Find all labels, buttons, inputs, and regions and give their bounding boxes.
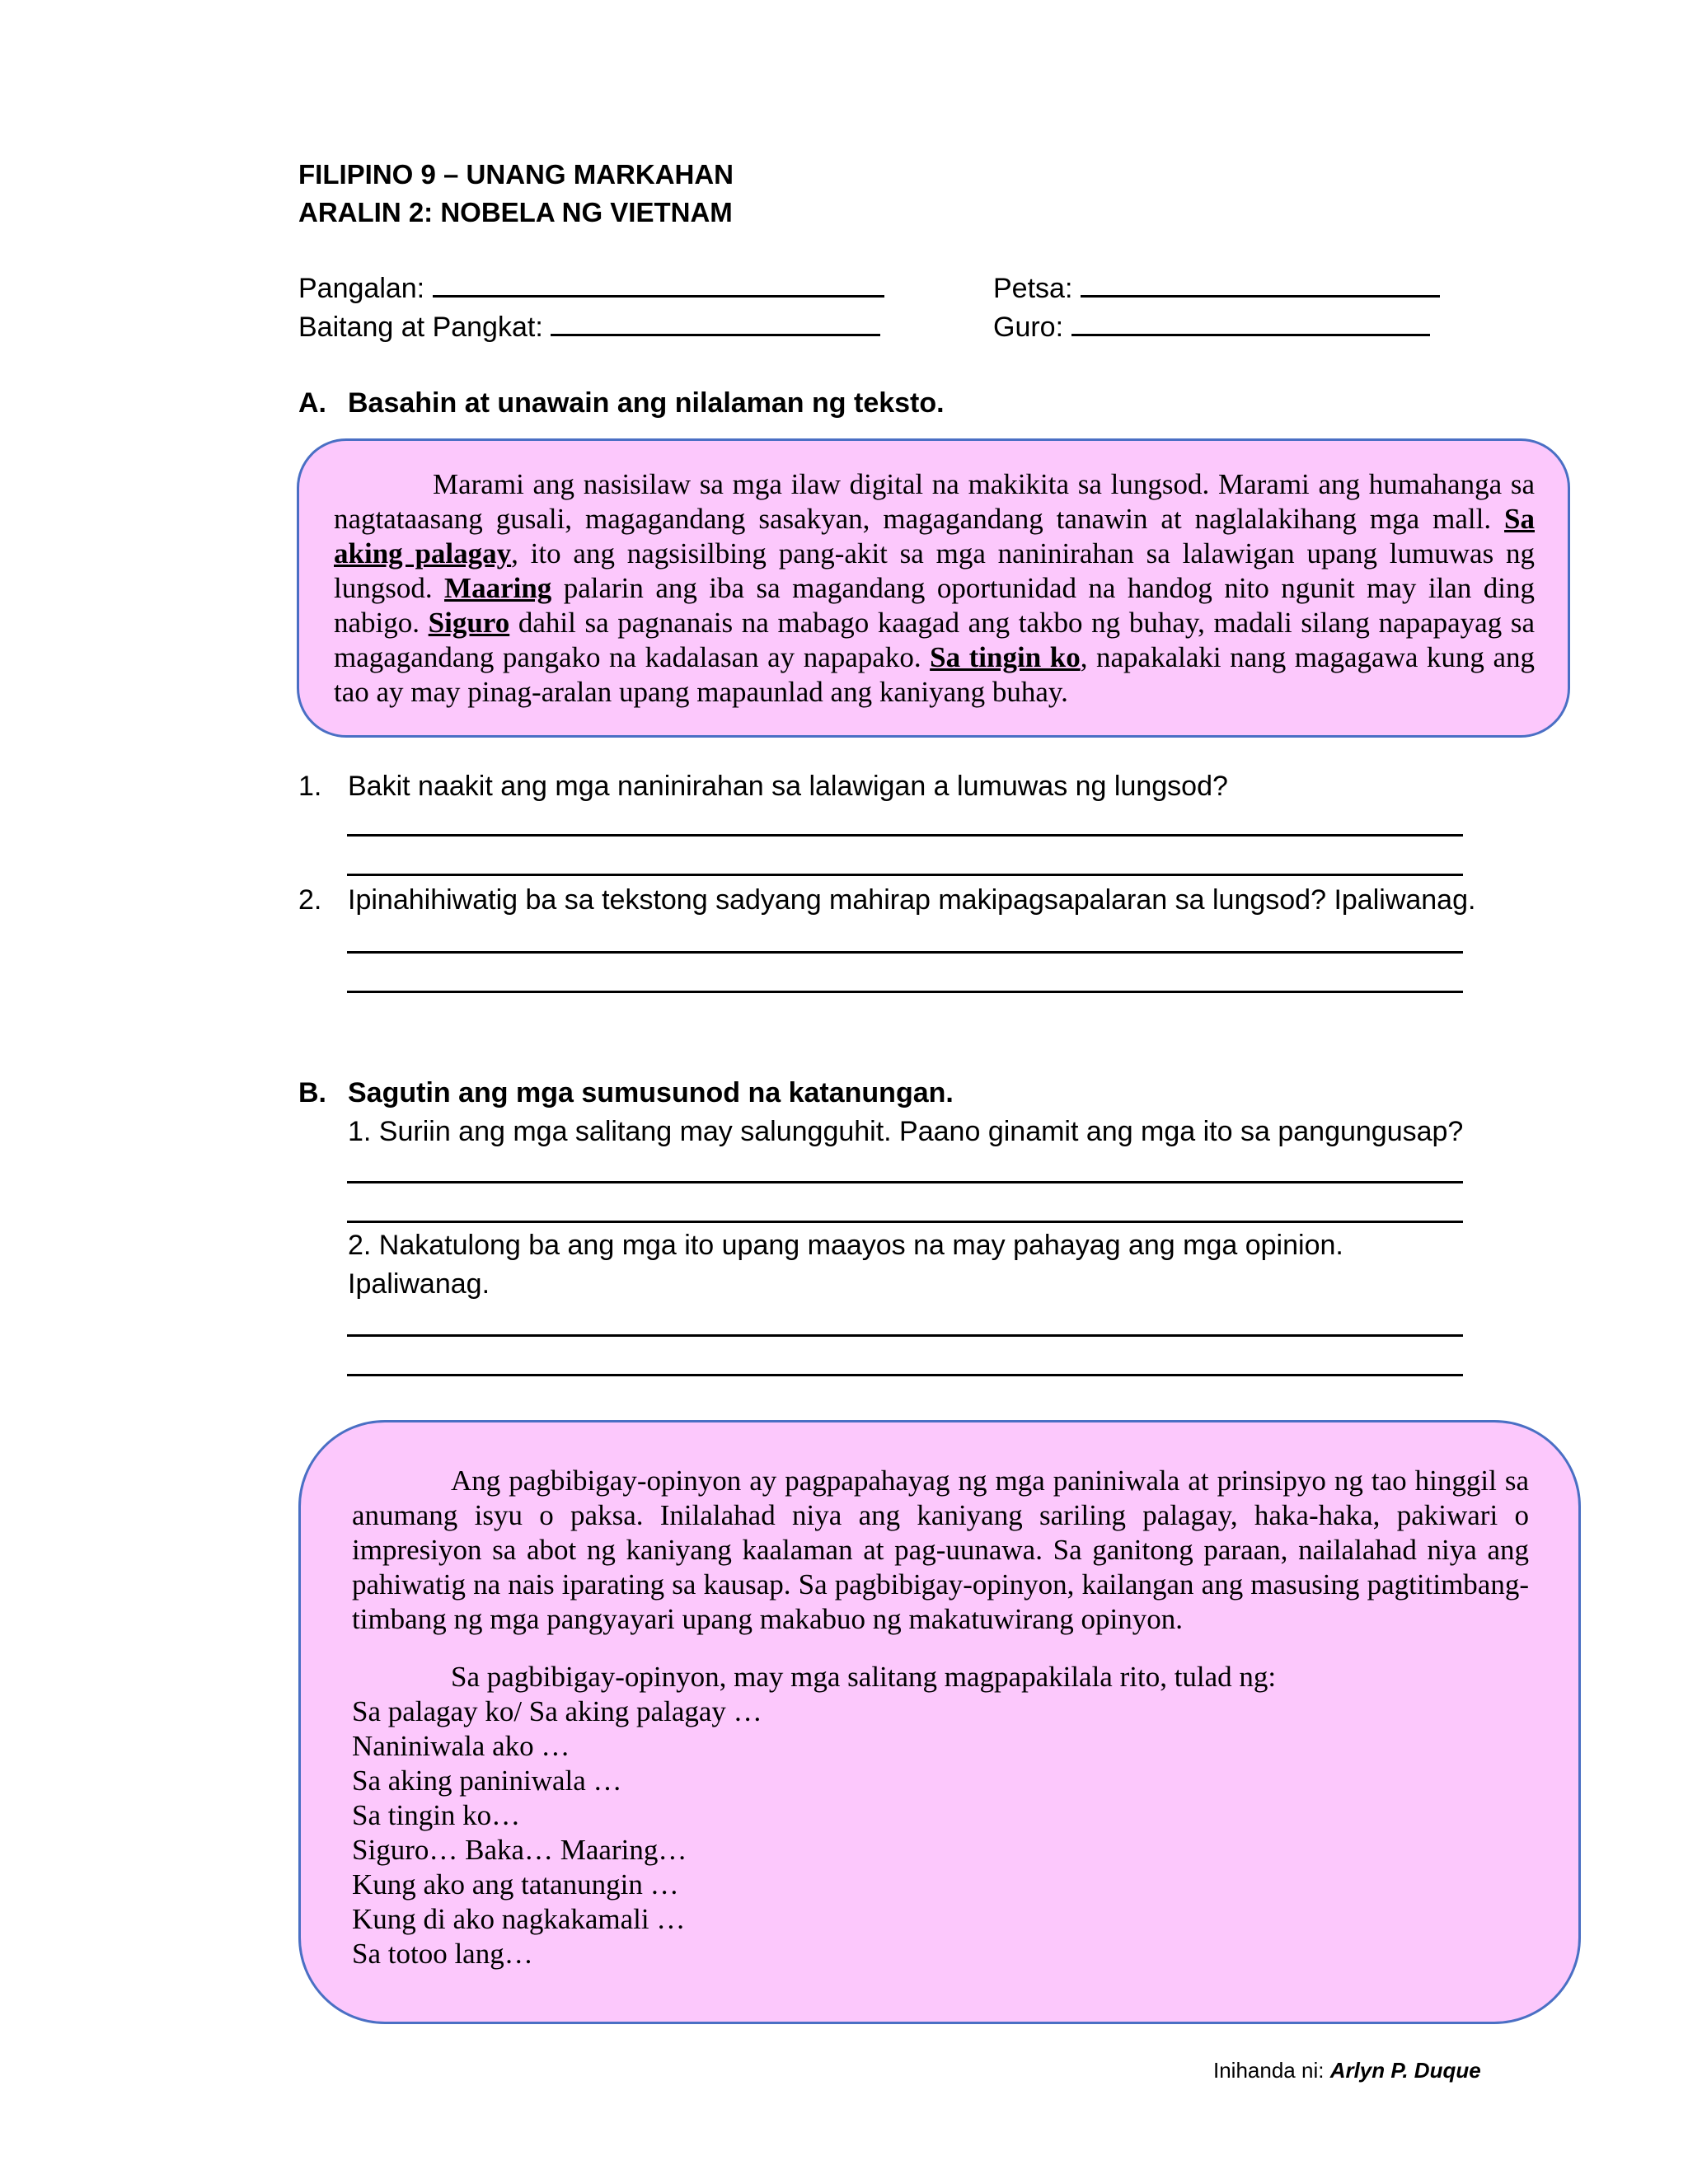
name-field[interactable] bbox=[298, 272, 884, 305]
question-b2: 2. Nakatulong ba ang mga ito upang maayos na may pahayag ang mga opinion. bbox=[348, 1230, 1343, 1261]
passage-text: dahil sa pagnanais na mabago kaagad ang takbo ng buhay, madali silang napapayag sa magagandang pangako na kadalasan ay napapako. bbox=[334, 607, 1535, 673]
opinion-phrase: Sa totoo lang… bbox=[352, 1938, 533, 1970]
header-line-2: ARALIN 2: NOBELA NG VIETNAM bbox=[298, 197, 733, 227]
opinion-phrase: Kung ako ang tatanungin … bbox=[352, 1868, 679, 1900]
passage-text: , napakalaki nang magagawa kung ang tao ay may pinag-aralan upang mapaunlad ang kaniyang buhay. bbox=[334, 641, 1536, 708]
prepared-by bbox=[1213, 2058, 1481, 2083]
answer-line[interactable] bbox=[347, 991, 1463, 993]
date-label: Petsa: bbox=[993, 273, 1073, 304]
opinion-definition: Ang pagbibigay-opinyon ay pagpapahayag ng mga paniniwala at prinsipyo ng tao hinggil sa anumang isyu o paksa. Inilalahad niya ang kaniyang sariling palagay, haka-haka, pakiwari o impresiyon sa abot ng kaniyang kaalaman at pag-uunawa. Sa ganitong paraan, nailalahad niya ang pahiwatig na nais iparating sa kausap. Sa pagbibigay-opinyon, kailangan ang masusing pagtitimbang-timbang ng mga pangyayari upang makabuo ng makatuwirang opinyon. bbox=[352, 1465, 1529, 1635]
question-a2 bbox=[298, 884, 1476, 916]
section-a-letter: A. bbox=[298, 387, 326, 419]
name-blank[interactable] bbox=[433, 272, 884, 298]
grade-section-label: Baitang at Pangkat: bbox=[298, 312, 543, 343]
question-number: 2. bbox=[298, 884, 322, 916]
opinion-phrase: Siguro… Baka… Maaring… bbox=[352, 1834, 687, 1866]
date-field[interactable] bbox=[993, 272, 1440, 305]
question-a1 bbox=[298, 771, 1228, 803]
opinion-phrase: Sa palagay ko/ Sa aking palagay … bbox=[352, 1695, 762, 1727]
teacher-blank[interactable] bbox=[1071, 311, 1430, 336]
answer-line[interactable] bbox=[347, 1221, 1463, 1223]
keyword-maaring: Maaring bbox=[444, 572, 552, 604]
opinion-phrase: Sa aking paniniwala … bbox=[352, 1765, 622, 1797]
teacher-field[interactable] bbox=[993, 311, 1430, 344]
grade-section-blank[interactable] bbox=[551, 311, 880, 336]
author-name: Arlyn P. Duque bbox=[1329, 2058, 1481, 2083]
reading-passage bbox=[334, 467, 1535, 710]
passage-text: , ito ang nagsisilbing pang-akit sa mga naninirahan sa lalawigan upang lumuwas ng lungsod. bbox=[334, 537, 1535, 604]
answer-line[interactable] bbox=[347, 951, 1463, 954]
section-b-letter: B. bbox=[298, 1077, 326, 1108]
prepared-by-label: Inihanda ni: bbox=[1213, 2058, 1325, 2083]
opinion-phrase: Sa tingin ko… bbox=[352, 1799, 521, 1831]
keyword-siguro: Siguro bbox=[428, 607, 510, 639]
answer-line[interactable] bbox=[347, 1334, 1463, 1337]
grade-section-field[interactable] bbox=[298, 311, 880, 344]
header-line-1: FILIPINO 9 – UNANG MARKAHAN bbox=[298, 159, 734, 190]
opinion-phrase: Kung di ako nagkakamali … bbox=[352, 1903, 686, 1935]
opinion-phrase-list bbox=[352, 1694, 1529, 1971]
question-b2-continued: Ipaliwanag. bbox=[348, 1268, 490, 1300]
section-b-heading bbox=[298, 1077, 954, 1109]
document-header bbox=[298, 156, 734, 232]
answer-line[interactable] bbox=[347, 834, 1463, 837]
teacher-label: Guro: bbox=[993, 312, 1064, 343]
opinion-intro: Sa pagbibigay-opinyon, may mga salitang magpapakilala rito, tulad ng: bbox=[451, 1661, 1277, 1693]
question-text: Bakit naakit ang mga naninirahan sa lalawigan a lumuwas ng lungsod? bbox=[348, 771, 1228, 802]
opinion-phrase: Naniniwala ako … bbox=[352, 1730, 570, 1762]
question-number: 1. bbox=[298, 771, 322, 802]
answer-line[interactable] bbox=[347, 1181, 1463, 1183]
name-label: Pangalan: bbox=[298, 273, 425, 304]
section-b-title: Sagutin ang mga sumusunod na katanungan. bbox=[348, 1077, 954, 1108]
passage-text: palarin ang iba sa magandang oportunidad na handog nito ngunit may ilan ding nabigo. bbox=[334, 572, 1535, 639]
answer-line[interactable] bbox=[347, 874, 1463, 876]
section-a-title: Basahin at unawain ang nilalaman ng teksto. bbox=[348, 387, 945, 419]
opinion-info-box bbox=[298, 1420, 1581, 2024]
reading-passage-box bbox=[297, 438, 1570, 738]
keyword-sa-tingin-ko: Sa tingin ko bbox=[930, 641, 1081, 673]
answer-line[interactable] bbox=[347, 1374, 1463, 1376]
section-a-heading bbox=[298, 387, 945, 419]
question-b1: 1. Suriin ang mga salitang may salungguhit. Paano ginamit ang mga ito sa pangungusap? bbox=[348, 1116, 1464, 1147]
passage-text: Marami ang nasisilaw sa mga ilaw digital na makikita sa lungsod. Marami ang humahanga sa nagtataasang gusali, magagandang sasakyan, magagandang tanawin at naglalakihang mga mall. bbox=[334, 468, 1535, 535]
date-blank[interactable] bbox=[1081, 272, 1440, 298]
keyword-sa-aking-palagay: Sa aking palagay bbox=[334, 503, 1535, 569]
question-text: Ipinahihiwatig ba sa tekstong sadyang mahirap makipagsapalaran sa lungsod? Ipaliwanag. bbox=[348, 884, 1476, 916]
